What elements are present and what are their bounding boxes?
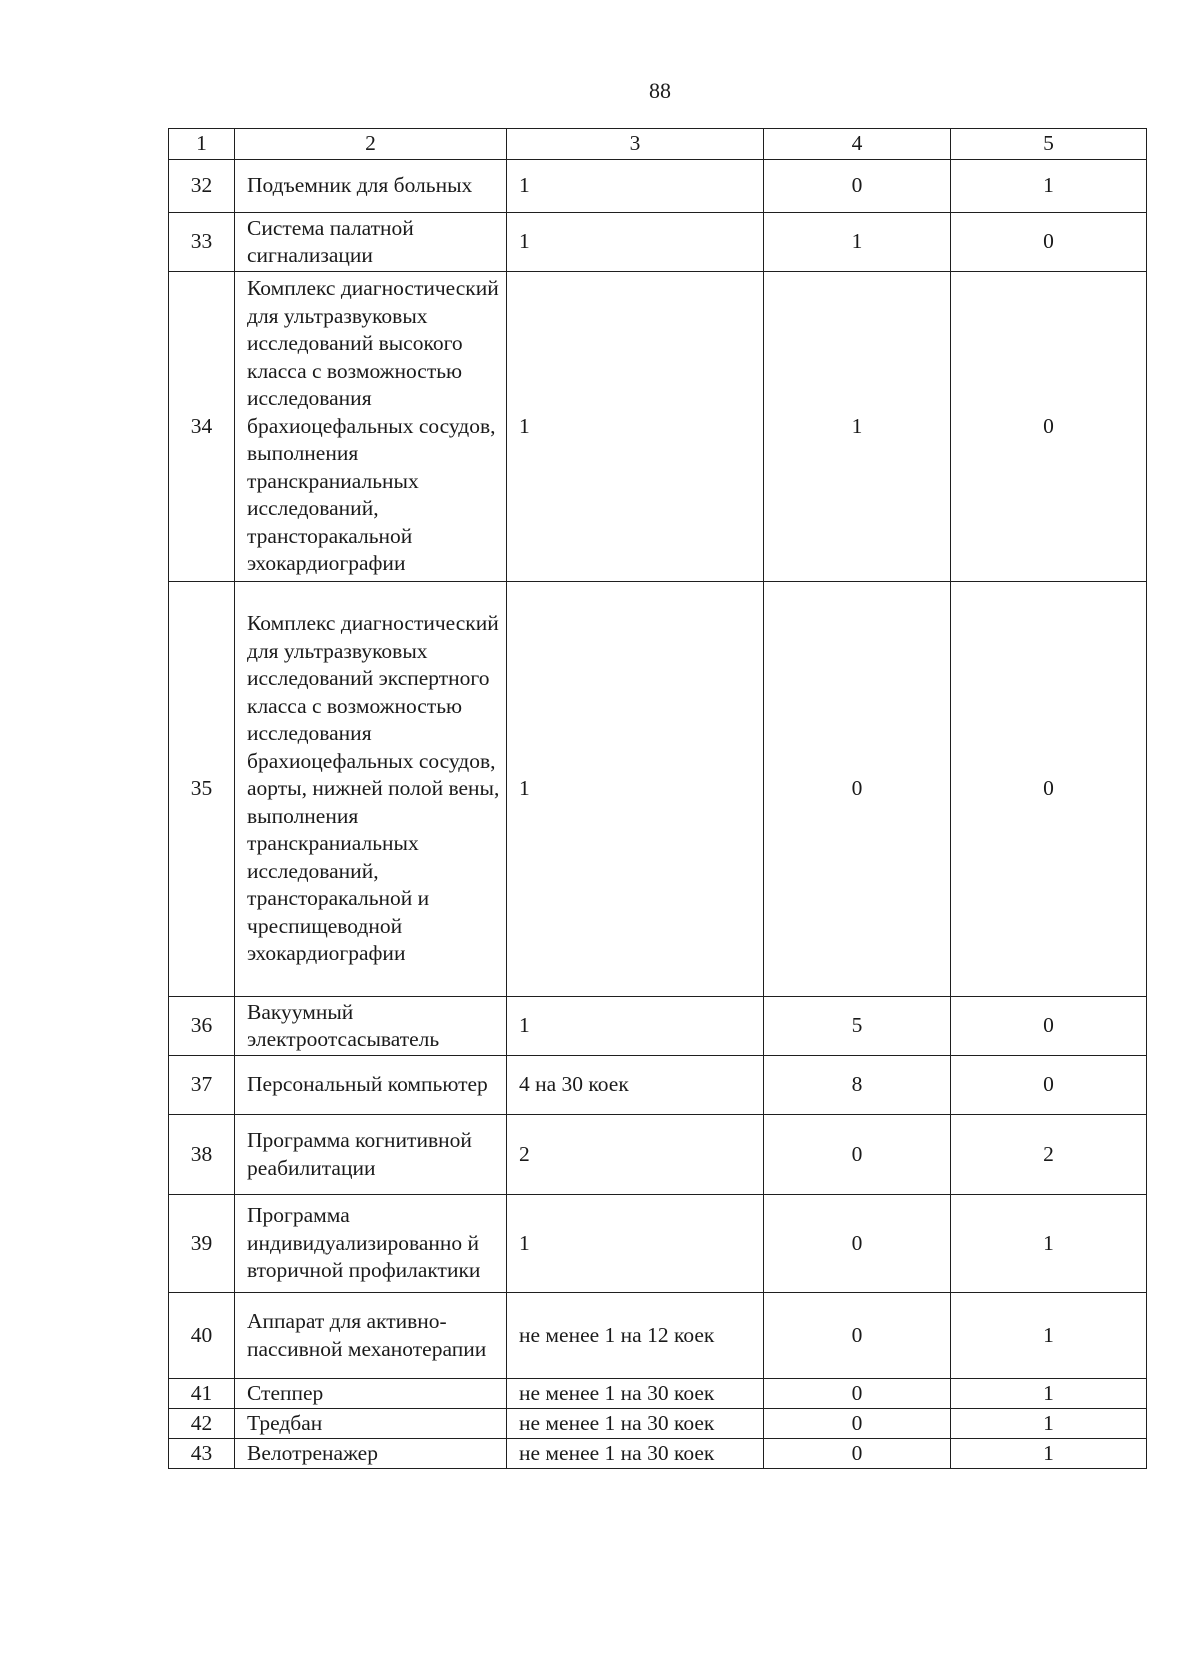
equipment-name-cell: Программа индивидуализированно й вторичной профилактики	[235, 1195, 507, 1293]
row-number-cell: 33	[169, 213, 235, 272]
column-5-value-cell: 0	[951, 997, 1147, 1056]
column-5-value-cell: 0	[951, 582, 1147, 997]
column-header: 5	[951, 129, 1147, 160]
page-number: 88	[649, 78, 671, 103]
column-5-value-cell: 1	[951, 1293, 1147, 1379]
table-header-row	[169, 129, 1147, 160]
table-body	[169, 129, 1147, 1469]
table-row	[169, 1379, 1147, 1409]
column-5-value-cell: 1	[951, 1379, 1147, 1409]
row-number-cell: 43	[169, 1439, 235, 1469]
norm-cell: не менее 1 на 30 коек	[507, 1409, 764, 1439]
row-number-cell: 42	[169, 1409, 235, 1439]
equipment-name-cell: Подъемник для больных	[235, 160, 507, 213]
row-number-cell: 35	[169, 582, 235, 997]
norm-cell: 1	[507, 582, 764, 997]
column-4-value-cell: 0	[764, 582, 951, 997]
column-5-value-cell: 2	[951, 1115, 1147, 1195]
column-4-value-cell: 0	[764, 160, 951, 213]
row-number-cell: 32	[169, 160, 235, 213]
norm-cell: 2	[507, 1115, 764, 1195]
equipment-name-cell: Тредбан	[235, 1409, 507, 1439]
table-row	[169, 160, 1147, 213]
column-header: 1	[169, 129, 235, 160]
equipment-name-cell: Вакуумный электроотсасыватель	[235, 997, 507, 1056]
equipment-name-cell: Степпер	[235, 1379, 507, 1409]
table-row	[169, 1056, 1147, 1115]
column-4-value-cell: 1	[764, 213, 951, 272]
table-row	[169, 1195, 1147, 1293]
column-4-value-cell: 0	[764, 1115, 951, 1195]
equipment-name-cell: Система палатной сигнализации	[235, 213, 507, 272]
column-4-value-cell: 0	[764, 1195, 951, 1293]
column-5-value-cell: 1	[951, 160, 1147, 213]
row-number-cell: 41	[169, 1379, 235, 1409]
column-5-value-cell: 1	[951, 1409, 1147, 1439]
row-number-cell: 38	[169, 1115, 235, 1195]
equipment-name-cell: Аппарат для активно-пассивной механотерапии	[235, 1293, 507, 1379]
column-4-value-cell: 0	[764, 1293, 951, 1379]
equipment-name-cell: Комплекс диагностический для ультразвуковых исследований экспертного класса с возможностью исследования брахиоцефальных сосудов, аорты, нижней полой вены, выполнения транскраниальных исследований, трансторакальной и чреспищеводной эхокардиографии	[235, 582, 507, 997]
norm-cell: 1	[507, 160, 764, 213]
norm-cell: не менее 1 на 30 коек	[507, 1439, 764, 1469]
column-4-value-cell: 0	[764, 1379, 951, 1409]
norm-cell: 1	[507, 272, 764, 582]
table-row	[169, 213, 1147, 272]
column-5-value-cell: 1	[951, 1439, 1147, 1469]
equipment-name-cell: Комплекс диагностический для ультразвуковых исследований высокого класса с возможностью исследования брахиоцефальных сосудов, выполнения транскраниальных исследований, трансторакальной эхокардиографии	[235, 272, 507, 582]
column-4-value-cell: 8	[764, 1056, 951, 1115]
norm-cell: 4 на 30 коек	[507, 1056, 764, 1115]
table-row	[169, 1439, 1147, 1469]
equipment-name-cell: Велотренажер	[235, 1439, 507, 1469]
column-5-value-cell: 1	[951, 1195, 1147, 1293]
norm-cell: не менее 1 на 12 коек	[507, 1293, 764, 1379]
norm-cell: 1	[507, 1195, 764, 1293]
column-4-value-cell: 0	[764, 1439, 951, 1469]
table-row	[169, 272, 1147, 582]
table-row	[169, 1293, 1147, 1379]
equipment-name-cell: Программа когнитивной реабилитации	[235, 1115, 507, 1195]
row-number-cell: 34	[169, 272, 235, 582]
norm-cell: не менее 1 на 30 коек	[507, 1379, 764, 1409]
table-row	[169, 997, 1147, 1056]
norm-cell: 1	[507, 997, 764, 1056]
column-header: 4	[764, 129, 951, 160]
table-row	[169, 582, 1147, 997]
column-5-value-cell: 0	[951, 213, 1147, 272]
column-header: 2	[235, 129, 507, 160]
row-number-cell: 37	[169, 1056, 235, 1115]
row-number-cell: 40	[169, 1293, 235, 1379]
table-row	[169, 1409, 1147, 1439]
column-header: 3	[507, 129, 764, 160]
column-5-value-cell: 0	[951, 1056, 1147, 1115]
column-4-value-cell: 1	[764, 272, 951, 582]
column-4-value-cell: 0	[764, 1409, 951, 1439]
row-number-cell: 39	[169, 1195, 235, 1293]
column-4-value-cell: 5	[764, 997, 951, 1056]
column-5-value-cell: 0	[951, 272, 1147, 582]
equipment-name-cell: Персональный компьютер	[235, 1056, 507, 1115]
norm-cell: 1	[507, 213, 764, 272]
equipment-table	[168, 128, 1147, 1469]
table-row	[169, 1115, 1147, 1195]
row-number-cell: 36	[169, 997, 235, 1056]
